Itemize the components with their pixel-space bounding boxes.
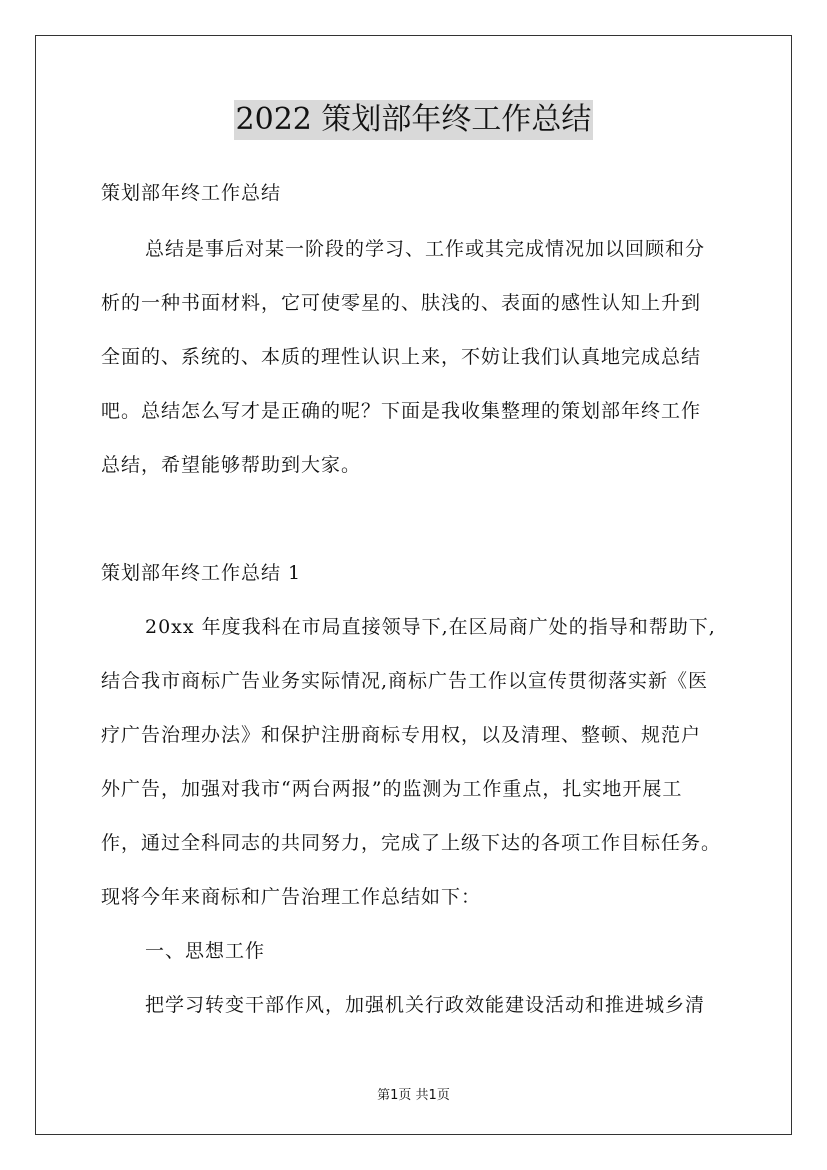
paragraph-line: 析的一种书面材料，它可使零星的、肤浅的、表面的感性认知上升到 [101,292,702,314]
paragraph-line: 作，通过全科同志的共同努力，完成了上级下达的各项工作目标任务。 [101,832,722,854]
paragraph-line: 外广告，加强对我市“两台两报”的监测为工作重点，扎实地开展工 [101,778,683,800]
paragraph-line: 总结是事后对某一阶段的学习、工作或其完成情况加以回顾和分 [145,238,706,260]
page-footer: 第1页 共1页 [377,1088,450,1103]
document-title-wrapper [0,100,827,140]
paragraph-line: 吧。总结怎么写才是正确的呢？下面是我收集整理的策划部年终工作 [101,400,702,422]
paragraph-line: 疗广告治理办法》和保护注册商标专用权，以及清理、整顿、规范户 [101,724,702,746]
paragraph-line: 20xx 年度我科在市局直接领导下,在区局商广处的指导和帮助下, [145,616,716,638]
paragraph-line: 全面的、系统的、本质的理性认识上来，不妨让我们认真地完成总结 [101,346,702,368]
paragraph-line: 结合我市商标广告业务实际情况,商标广告工作以宣传贯彻落实新《医 [101,670,709,692]
section-heading: 策划部年终工作总结 [101,182,282,204]
document-title: 2022 策划部年终工作总结 [234,100,594,140]
paragraph-line: 现将今年来商标和广告治理工作总结如下： [101,886,482,908]
section-heading: 策划部年终工作总结 1 [101,562,302,584]
paragraph-line: 总结，希望能够帮助到大家。 [101,454,362,476]
paragraph-line: 把学习转变干部作风，加强机关行政效能建设活动和推进城乡清 [145,994,706,1016]
subsection-heading: 一、思想工作 [145,940,266,962]
